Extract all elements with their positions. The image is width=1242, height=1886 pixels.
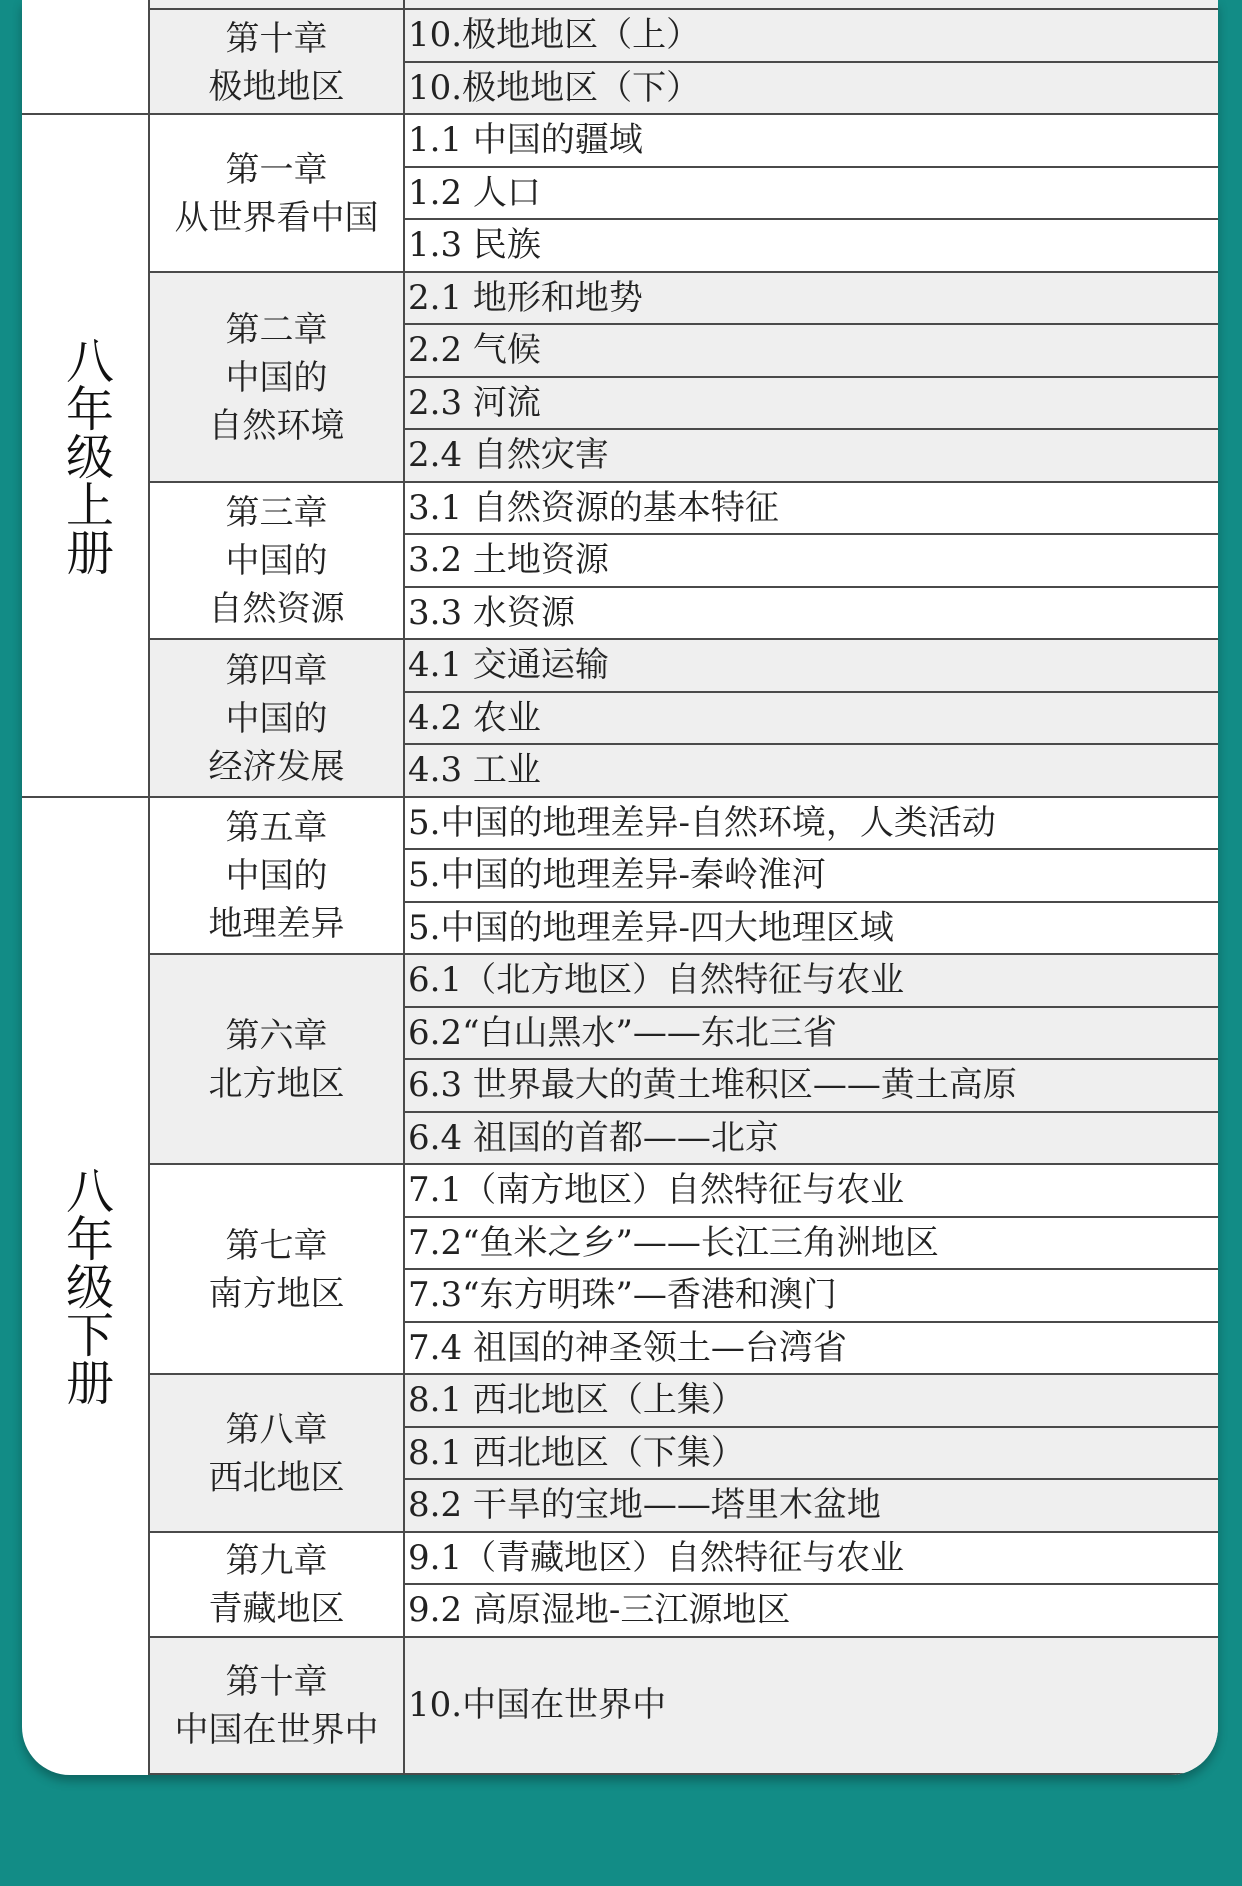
- chapter-cell: 第八章 西北地区: [150, 1375, 403, 1533]
- curriculum-table: [22, 0, 1218, 1775]
- volume-label: 八年级下册: [57, 1166, 114, 1407]
- lesson-cell: 7.2“鱼米之乡”——长江三角洲地区: [405, 1218, 1218, 1271]
- chapter-cell: 第九章 青藏地区: [150, 1533, 403, 1638]
- lesson-cell: 10.极地地区（上）: [405, 10, 1218, 63]
- lesson-cell: 10.中国在世界中: [405, 1638, 1218, 1775]
- chapter-cell: 第三章 中国的 自然资源: [150, 483, 403, 641]
- chapter-cell: 第十章 极地地区: [150, 10, 403, 115]
- chapter-cell: 第五章 中国的 地理差异: [150, 798, 403, 956]
- lesson-cell: 5.中国的地理差异-四大地理区域: [405, 903, 1218, 956]
- volume-label: [22, 0, 148, 115]
- lesson-cell: 4.2 农业: [405, 693, 1218, 746]
- lesson-cell: 7.4 祖国的神圣领土—台湾省: [405, 1323, 1218, 1376]
- lesson-cell: 8.2 干旱的宝地——塔里木盆地: [405, 1480, 1218, 1533]
- column-divider: [403, 0, 405, 1775]
- table-row-partial: [150, 0, 1218, 10]
- lesson-cell: 8.1 西北地区（下集）: [405, 1428, 1218, 1481]
- chapter-cell: 第二章 中国的 自然环境: [150, 273, 403, 483]
- lesson-cell: 8.1 西北地区（上集）: [405, 1375, 1218, 1428]
- lesson-cell: 1.2 人口: [405, 168, 1218, 221]
- lesson-cell: 4.1 交通运输: [405, 640, 1218, 693]
- lesson-cell: 2.4 自然灾害: [405, 430, 1218, 483]
- volume-label: 八年级上册: [57, 336, 114, 577]
- lesson-cell: 6.3 世界最大的黄土堆积区——黄土高原: [405, 1060, 1218, 1113]
- lesson-cell: 2.2 气候: [405, 325, 1218, 378]
- lesson-cell: 5.中国的地理差异-自然环境，人类活动: [405, 798, 1218, 851]
- lesson-cell: 3.1 自然资源的基本特征: [405, 483, 1218, 536]
- lesson-cell: 5.中国的地理差异-秦岭淮河: [405, 850, 1218, 903]
- lesson-cell: 3.2 土地资源: [405, 535, 1218, 588]
- lesson-cell: 9.1（青藏地区）自然特征与农业: [405, 1533, 1218, 1586]
- chapter-cell: 第七章 南方地区: [150, 1165, 403, 1375]
- lesson-cell: 1.3 民族: [405, 220, 1218, 273]
- lesson-cell: 1.1 中国的疆域: [405, 115, 1218, 168]
- lesson-cell: 9.2 高原湿地-三江源地区: [405, 1585, 1218, 1638]
- chapter-cell: 第一章 从世界看中国: [150, 115, 403, 273]
- lesson-cell: 3.3 水资源: [405, 588, 1218, 641]
- lesson-cell: 10.极地地区（下）: [405, 63, 1218, 116]
- chapter-cell: 第十章 中国在世界中: [150, 1638, 403, 1775]
- lesson-cell: 6.1（北方地区）自然特征与农业: [405, 955, 1218, 1008]
- lesson-cell: 6.2“白山黑水”——东北三省: [405, 1008, 1218, 1061]
- lesson-cell: 4.3 工业: [405, 745, 1218, 798]
- lesson-cell: 7.3“东方明珠”—香港和澳门: [405, 1270, 1218, 1323]
- chapter-cell: 第四章 中国的 经济发展: [150, 640, 403, 798]
- lesson-cell: 2.3 河流: [405, 378, 1218, 431]
- lesson-cell: 7.1（南方地区）自然特征与农业: [405, 1165, 1218, 1218]
- lesson-cell: 2.1 地形和地势: [405, 273, 1218, 326]
- column-divider: [148, 0, 150, 1775]
- chapter-cell: 第六章 北方地区: [150, 955, 403, 1165]
- lesson-cell: 6.4 祖国的首都——北京: [405, 1113, 1218, 1166]
- chapter-divider: [150, 1773, 405, 1775]
